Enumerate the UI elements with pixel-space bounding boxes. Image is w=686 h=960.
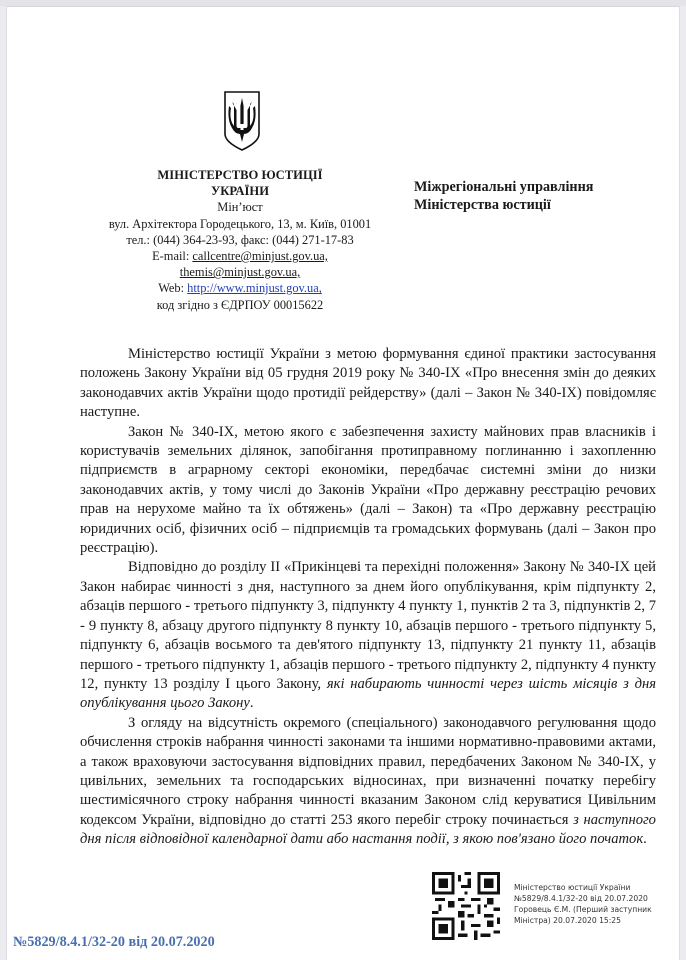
- email-link-themis[interactable]: themis@minjust.gov.ua,: [179, 265, 301, 280]
- qr-code-icon: [432, 872, 500, 940]
- page-frame-right: [679, 6, 686, 960]
- paragraph: Відповідно до розділу II «Прикінцеві та перехідні положення» Закону № 340-IX цей Закон набирає чинності з дня, наступного за днем його опублікування, крім підпункту 2, абзаців першого - третього підпункту 3, підпункту 4 пункту 1, пунктів 2 та 3, підпунктів 2, 7 - 9 пункту 8, абзацу другого підпункту 8 пункту 10, абзаців першого - третього підпункту 5, підпункту 6, абзаців восьмого та дев'ятого підпункту 13, підпункту 21 пункту 11, абзаців першого - третього підпункту 1, абзаців першого - третього підпункту 2, підпункту 4 пункту 12, пункту 13 розділу I цього Закону, які набирають чинності через шість місяців з дня опублікування цього Закону.: [80, 559, 656, 712]
- sender-phone-fax: тел.: (044) 364-23-93, факс: (044) 271-17-83: [126, 232, 354, 247]
- sender-edrpou: код згідно з ЄДРПОУ 00015622: [156, 297, 324, 312]
- digital-signature-stamp: [514, 882, 684, 926]
- sender-country: УКРАЇНИ: [210, 184, 270, 199]
- page-frame-left: [0, 6, 7, 960]
- registration-number: №5829/8.4.1/32-20 від 20.07.2020: [13, 934, 215, 950]
- ukraine-trident-icon: [222, 90, 262, 152]
- email-link-callcentre[interactable]: callcentre@minjust.gov.ua,: [192, 249, 328, 264]
- sender-address: вул. Архітектора Городецького, 13, м. Київ, 01001: [108, 216, 372, 231]
- stamp-signer-tail: Міністра) 20.07.2020 15:25: [514, 916, 621, 925]
- recipient-block: [414, 178, 674, 214]
- paragraph: Міністерство юстиції України з метою формування єдиної практики застосування положень Закону України від 05 грудня 2019 року № 340-IX «Про внесення змін до деяких законодавчих актів України щодо протидії рейдерству» (далі – Закон № 340-IX) повідомляє наступне.: [80, 346, 656, 421]
- paragraph: Закон № 340-IX, метою якого є забезпечення захисту майнових прав власників і користувачів земельних ділянок, запобігання протиправному поглинанню і захопленню підприємств в аграрному секторі економіки, передбачає системні зміни до низки законодавчих актів, у тому числі до Законів України «Про державну реєстрацію речових прав на нерухоме майно та їх обтяжень» (далі – Закон) та «Про державну реєстрацію юридичних осіб, фізичних осіб – підприємців та громадських формувань (далі – Закон про реєстрацію).: [80, 423, 656, 557]
- sender-block: [70, 167, 410, 313]
- stamp-doc-line: №5829/8.4.1/32-20 від 20.07.2020: [514, 894, 648, 903]
- sender-short-name: Мін’юст: [217, 200, 263, 215]
- recipient-line-1: Міжрегіональні управління: [414, 179, 594, 195]
- emphasis: з наступного дня після відповідної календарної дати або настання події, з якою пов'язано його початок: [80, 811, 656, 848]
- letter-body: [80, 345, 656, 850]
- recipient-line-2: Міністерства юстиції: [414, 197, 551, 213]
- sender-web-line: Web: http://www.minjust.gov.ua,: [158, 281, 322, 296]
- emphasis: які набирають чинності через шість місяців з дня опублікування цього Закону: [80, 675, 656, 712]
- web-link[interactable]: http://www.minjust.gov.ua,: [187, 281, 322, 296]
- paragraph: З огляду на відсутність окремого (спеціального) законодавчого регулювання щодо обчислення строків набрання чинності законами та іншими нормативно-правовими актами, а також враховуючи застосування відповідних правил, передбачених Законом № 340-IX, у цивільних, земельних та господарських відносинах, при визначенні початку перебігу шестимісячного строку набрання чинності вказаним Законом слід керуватися Цивільним кодексом України, відповідно до статті 253 якого перебіг строку починається з наступного дня після відповідної календарної дати або настання події, з якою пов'язано його початок.: [80, 714, 656, 848]
- stamp-org: Міністерство юстиції України: [514, 883, 631, 892]
- stamp-signer: Горовець Є.М. (Перший заступник: [514, 905, 652, 914]
- sender-name: МІНІСТЕРСТВО ЮСТИЦІЇ: [157, 168, 323, 182]
- page-frame-top: [0, 0, 686, 7]
- sender-email-line: E-mail: callcentre@minjust.gov.ua,: [152, 249, 328, 264]
